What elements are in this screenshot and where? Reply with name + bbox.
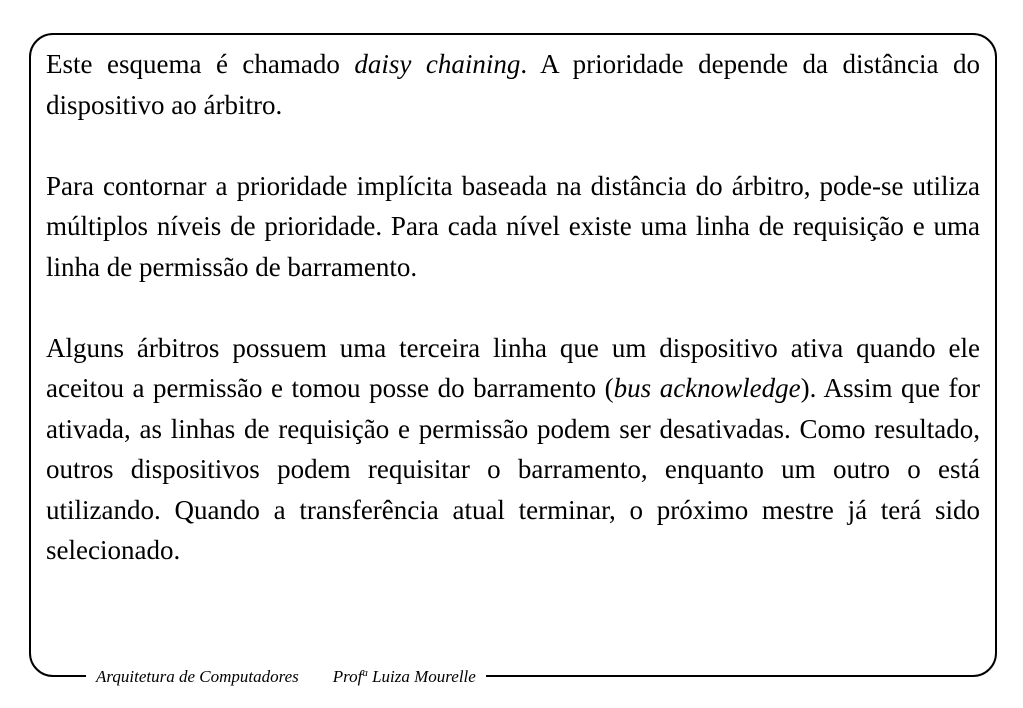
footer-author-prefix: Prof <box>332 667 363 686</box>
paragraph-priority-levels <box>46 166 980 288</box>
footer-author-name: Luiza Mourelle <box>367 667 476 686</box>
paragraph-3-text-before: Alguns árbitros possuem uma terceira linha que um dispositivo ativa quando ele aceitou a permissão e tomou posse do barramento ( <box>46 332 980 403</box>
footer <box>86 664 486 690</box>
paragraph-daisy-chaining <box>46 44 980 125</box>
bus-acknowledge-term: bus acknowledge <box>613 373 801 403</box>
paragraph-1-text-after: . A prioridade depende da distância do dispositivo ao árbitro. <box>46 49 980 120</box>
slide-body <box>46 44 980 571</box>
daisy-chaining-term: daisy chaining <box>354 49 521 79</box>
paragraph-2-text: Para contornar a prioridade implícita baseada na distância do árbitro, pode-se utiliza múltiplos níveis de prioridade. Para cada nível existe uma linha de requisição e uma linha de permissão de barramento. <box>46 170 980 282</box>
paragraph-1-text-before: Este esquema é chamado <box>46 49 355 79</box>
footer-course: Arquitetura de Computadores <box>96 667 299 686</box>
footer-author-superscript: a <box>362 667 368 679</box>
paragraph-3-text-after: ). Assim que for ativada, as linhas de requisição e permissão podem ser desativadas. Como resultado, outros dispositivos podem requisitar o barramento, enquanto um outro o está utilizando. Quando a transferência atual terminar, o próximo mestre já terá sido selecionado. <box>46 373 981 565</box>
paragraph-bus-acknowledge <box>46 328 980 571</box>
